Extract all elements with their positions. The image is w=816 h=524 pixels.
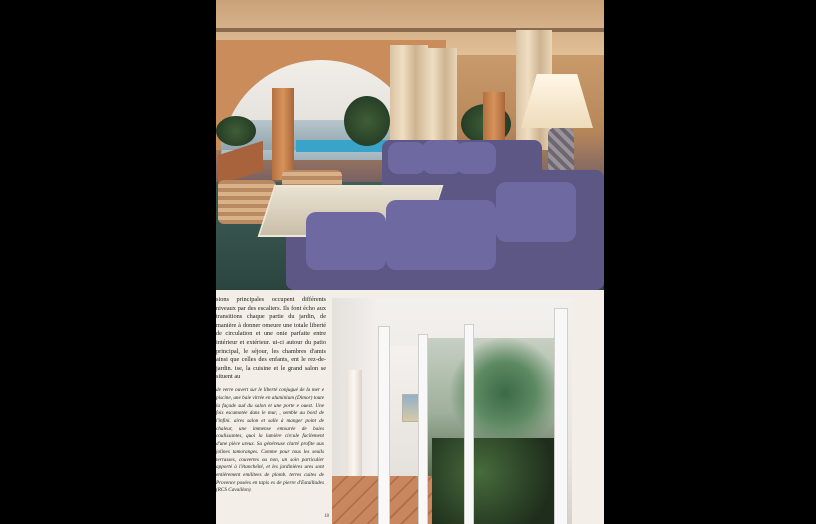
page-number: 18 (324, 514, 329, 519)
plants (432, 438, 554, 524)
curtain (346, 370, 362, 490)
palm-tree (216, 116, 256, 146)
pool (296, 140, 396, 152)
lamp-base (548, 128, 574, 174)
cushion (456, 142, 496, 174)
pillar (272, 88, 294, 180)
photo-caption: de verre ouvert sur le liberté conjugué de la mer e piscine, une baie vitrée en aluminium (Dimor) toute la façade sud du salon et une porte e ouest. Une fois escamotée dans le mur, , semble au bord de l'infini. aires salon et salle à manger point de chaleur, une immense entourée de baies coulissantes, quoi la lumière circule facilement d'une pièce ureux. Sa généreuse clarté profite aux jolines tamoranges. Comme pour tous les seuils terrasses, couvertes ou non, un soin particulier apporté à l'étanchéité, et les jardinières ures sont entièrement emilitees de plomb. terres cuites de Provence posées en tapis es de pierre d'Estaillades (RCS Cavaillon). (216, 387, 324, 494)
article-text-column (216, 296, 326, 524)
tree (344, 96, 390, 146)
window-frame (464, 324, 474, 524)
window-frame (378, 326, 390, 524)
patio-window-photo (332, 298, 572, 524)
cushion (496, 182, 576, 242)
cushion (386, 200, 496, 270)
window-frame (554, 308, 568, 524)
magazine-page (216, 0, 604, 524)
living-room-photo (216, 0, 604, 290)
window-frame (418, 334, 428, 524)
cushion (388, 142, 426, 174)
cushion (306, 212, 386, 270)
article-paragraph: sions principales occupent différents niveaux par des escaliers. Ils font écho aux transitions chaque partie du jardin, de manière à donner omeure une totale liberté de circulation et une onie parfaite entre intérieur et extérieur. ui-ci autour du patio principal, le séjour, les chambres d'amis ainsi que celles des enfants, ent le rez-de-jardin. ise, la cuisine et le grand salon se situent au (216, 296, 326, 381)
